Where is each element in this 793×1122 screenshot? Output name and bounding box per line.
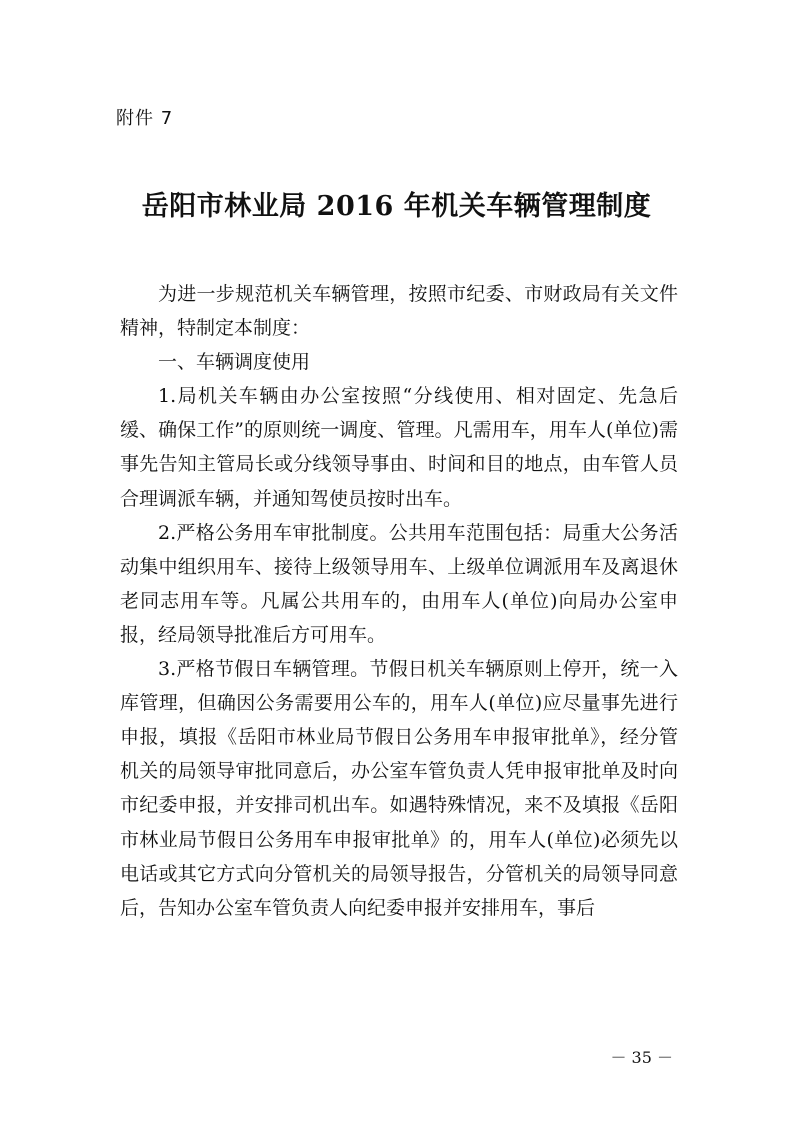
section-heading: 一、车辆调度使用 <box>158 351 311 374</box>
rule-paragraph-1: 1.局机关车辆由办公室按照“分线使用、相对固定、先急后缓、确保工作”的原则统一调度、管理。凡需用车，用车人(单位)需事先告知主管局长或分线领导事由、时间和目的地点，由车管人员合理调派车辆，并通知驾使员按时出车。 <box>120 385 678 510</box>
rule-paragraph-2: 2.严格公务用车审批制度。公共用车范围包括：局重大公务活动集中组织用车、接待上级领导用车、上级单位调派用车及离退休老同志用车等。凡属公共用车的，由用车人(单位)向局办公室申报，经局领导批准后方可用车。 <box>120 521 678 646</box>
page-number: － 35 － <box>610 1048 673 1067</box>
attachment-label: 附件 7 <box>116 108 174 129</box>
rule-paragraph-3: 3.严格节假日车辆管理。节假日机关车辆原则上停开，统一入库管理，但确因公务需要用公车的，用车人(单位)应尽量事先进行申报，填报《岳阳市林业局节假日公务用车申报审批单》，经分管机关的局领导审批同意后，办公室车管负责人凭申报审批单及时向市纪委申报，并安排司机出车。如遇特殊情况，来不及填报《岳阳市林业局节假日公务用车申报审批单》的，用车人(单位)必须先以电话或其它方式向分管机关的局领导报告，分管机关的局领导同意后，告知办公室车管负责人向纪委申报并安排用车，事后 <box>120 658 678 919</box>
document-title: 岳阳市林业局 2016 年机关车辆管理制度 <box>141 191 652 222</box>
intro-paragraph: 为进一步规范机关车辆管理，按照市纪委、市财政局有关文件精神，特制定本制度： <box>120 283 678 340</box>
document-body <box>120 277 678 925</box>
